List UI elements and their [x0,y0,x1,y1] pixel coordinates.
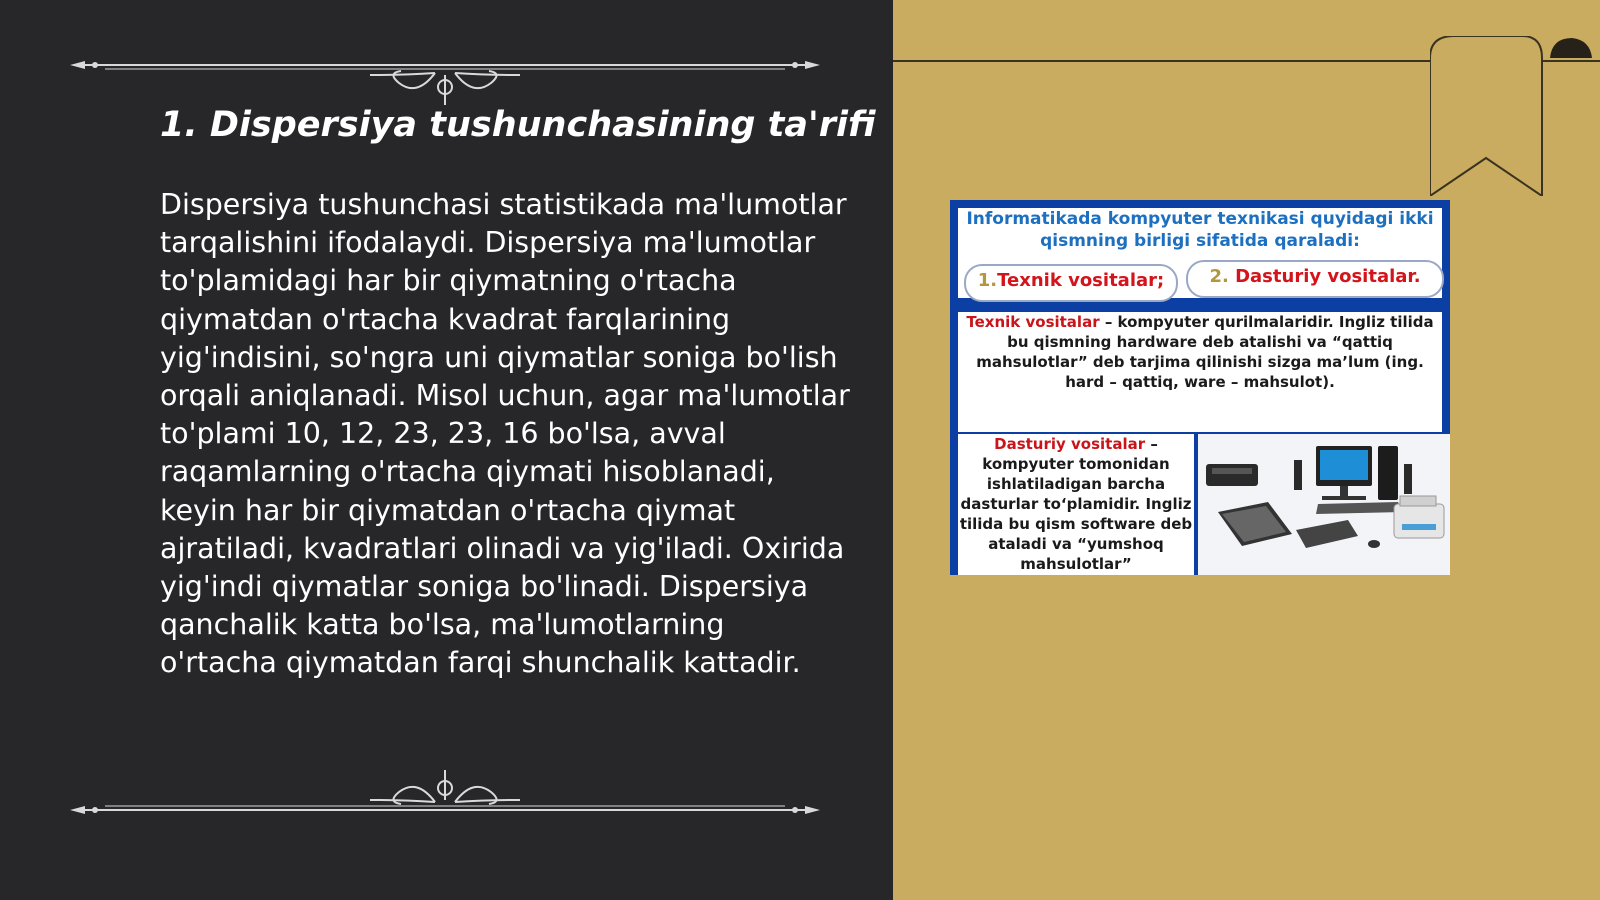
definition-technical [958,312,1442,432]
slide-title: 1. Dispersiya tushunchasining ta'rifi [160,105,876,145]
top-ornament-icon [65,45,825,105]
cloud-technical-means [964,264,1178,302]
item1-label: Texnik vositalar; [997,270,1165,291]
item2-number: 2. [1209,266,1229,287]
computer-devices-icon [1198,434,1450,575]
def1-term: Texnik vositalar [966,313,1100,331]
card-heading: Informatikada kompyuter texnikasi quyidagi ikki qismning birligi sifatida qaraladi: [966,209,1434,251]
cloud-software-means [1186,260,1444,298]
item2-label: Dasturiy vositalar. [1235,266,1421,287]
def2-term: Dasturiy vositalar [994,435,1146,453]
slide-body-text: Dispersiya tushunchasi statistikada ma'lumotlar tarqalishini ifodalaydi. Dispersiya ma'lumotlar to'plamidagi har bir qiymatning o'rtacha qiymatdan o'rtacha kvadrat farqlarining yig'indisini, so'ngra uni qiymatlar soniga bo'lish orqali aniqlanadi. Misol uchun, agar ma'lumotlar to'plami 10, 12, 23, 23, 16 bo'lsa, avval raqamlarning o'rtacha qiymati hisoblanadi, keyin har bir qiymatdan o'rtacha qiymat ajratiladi, kvadratlari olinadi va yig'iladi. Oxirida yig'indi qiymatlar soniga bo'linadi. Dispersiya qanchalik katta bo'lsa, ma'lumotlarning o'rtacha qiymatdan farqi shunchalik kattadir. [160,188,850,680]
definition-software [958,434,1194,575]
bottom-ornament-icon [65,770,825,830]
def2-text: – kompyuter tomonidan ishlatiladigan barcha dasturlar to‘plamidir. Ingliz tilida bu qism software deb ataladi va “yumshoq mahsulotlar” [959,435,1193,573]
item1-number: 1. [977,270,998,291]
ribbon-bookmark-icon [1430,36,1600,196]
illustration-card [950,200,1450,575]
def1-text: – kompyuter qurilmalaridir. Ingliz tilida bu qismning hardware deb atalishi va “qattiq mahsulotlar” deb tarjima qilinishi sizga ma’lum (ing. hard – qattiq, ware – mahsulot). [976,313,1434,391]
